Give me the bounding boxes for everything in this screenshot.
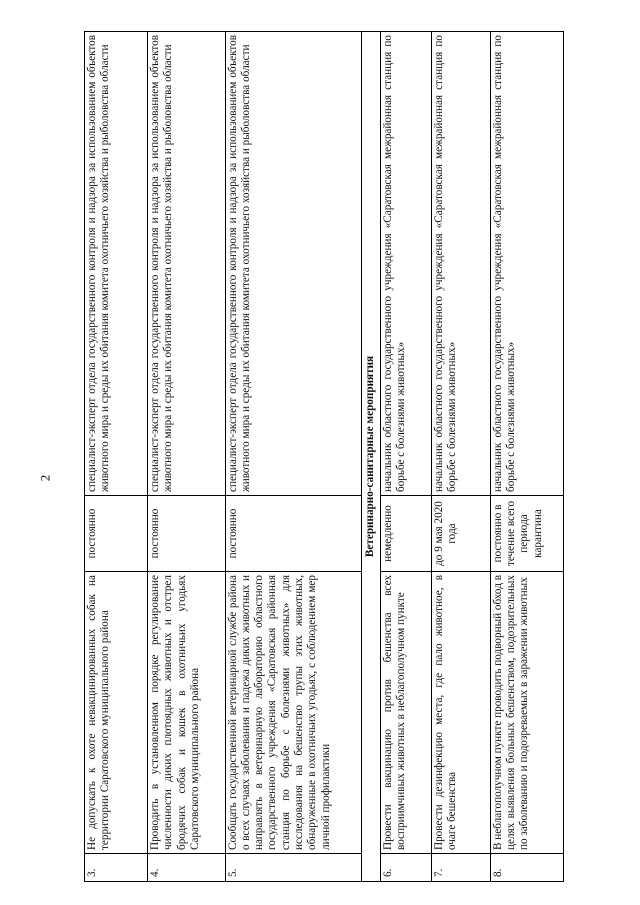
- term-cell: постоянно: [148, 496, 225, 572]
- term-cell: постоянно: [85, 496, 148, 572]
- responsible-cell: специалист-эксперт отдела государственного контроля и надзора за использованием объектов животного мира и среды их обитания комитета охотничьего хозяйства и рыболовства области: [85, 32, 148, 496]
- row-number: 3.: [85, 854, 148, 882]
- responsible-cell: специалист-эксперт отдела государственного контроля и надзора за использованием объектов животного мира и среды их обитания комитета охотничьего хозяйства и рыболовства области: [225, 32, 361, 496]
- page-number: 2: [37, 474, 53, 482]
- responsible-cell: начальник областного государственного учреждения «Саратовская межрайонная станция по борьбе с болезнями животных»: [431, 32, 490, 496]
- table-row: [85, 32, 148, 882]
- responsible-cell: начальник областного государственного учреждения «Саратовская межрайонная станция по борьбе с болезнями животных»: [380, 32, 431, 496]
- term-cell: немедленно: [380, 496, 431, 572]
- table-row: [490, 32, 563, 882]
- measures-table: [84, 31, 564, 882]
- row-number: 5.: [225, 854, 361, 882]
- table-row: [380, 32, 431, 882]
- measure-cell: Провести вакцинацию против бешенства всех восприимчивых животных в неблагополучном пункте: [380, 572, 431, 854]
- section-row: [362, 32, 381, 882]
- responsible-cell: специалист-эксперт отдела государственного контроля и надзора за использованием объектов животного мира и среды их обитания комитета охотничьего хозяйства и рыболовства области: [148, 32, 225, 496]
- table-row: [431, 32, 490, 882]
- term-cell: постоянно в течение всего периода карантина: [490, 496, 563, 572]
- row-number: 4.: [148, 854, 225, 882]
- table-row: [148, 32, 225, 882]
- rotated-table-container: [84, 32, 564, 882]
- row-number: 7.: [431, 854, 490, 882]
- measure-cell: Проводить в установленном порядке регулирование численности диких плотоядных животных и отстрел бродячих собак и кошек в охотничьих угодьях Саратовского муниципального района: [148, 572, 225, 854]
- row-number: 8.: [490, 854, 563, 882]
- measure-cell: Сообщать государственной ветеринарной службе района о всех случаях заболевания и падежа диких животных и направлять в ветеринарную лабораторию областного государственного учреждения «Саратовская районная станция по борьбе с болезнями животных» для исследования на бешенство трупы этих животных, обнаруженные в охотничьих угодьях, с соблюдением мер личной профилактики: [225, 572, 361, 854]
- section-title: Ветеринарно-санитарные мероприятия: [362, 32, 381, 882]
- row-number: 6.: [380, 854, 431, 882]
- measure-cell: Не допускать к охоте невакцинированных собак на территории Саратовского муниципального района: [85, 572, 148, 854]
- table-row: [225, 32, 361, 882]
- term-cell: до 9 мая 2020 года: [431, 496, 490, 572]
- term-cell: постоянно: [225, 496, 361, 572]
- measure-cell: В неблагополучном пункте проводить подворный обход в целях выявления больных бешенством, подозрительных по заболеванию и подозреваемых в заражении животных: [490, 572, 563, 854]
- responsible-cell: начальник областного государственного учреждения «Саратовская межрайонная станция по борьбе с болезнями животных»: [490, 32, 563, 496]
- measure-cell: Провести дезинфекцию места, где пало животное, в очаге бешенства: [431, 572, 490, 854]
